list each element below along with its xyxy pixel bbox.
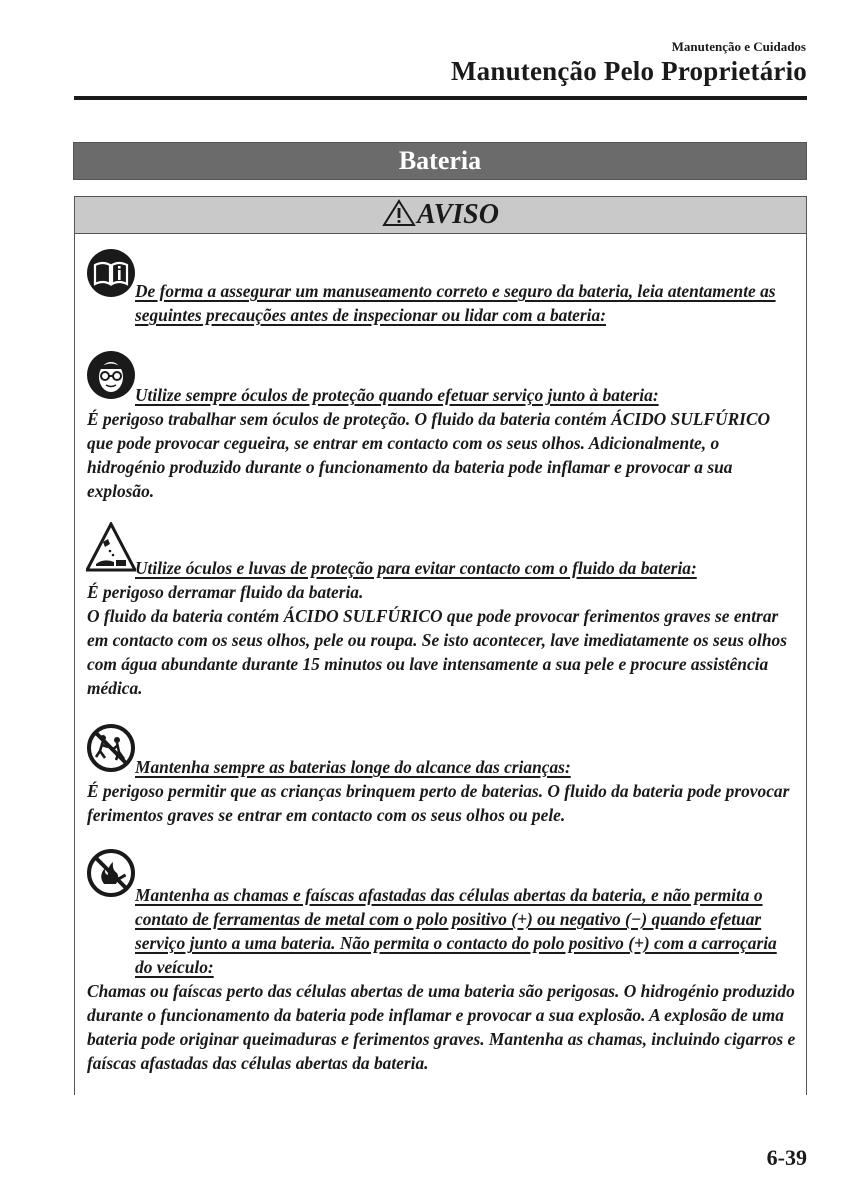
header-divider [74,96,807,100]
section-title-bar [73,142,807,180]
warning-body: É perigoso trabalhar sem óculos de proteção. O fluido da bateria contém ÁCIDO SULFÚRICO que pode provocar cegueira, se entrar em contacto com os seus olhos. Adicionalmente, o hidrogénio produzido durante o funcionamento da bateria pode inflamar e provocar a sua explosão. [87,409,771,501]
warning-triangle-icon [382,199,416,227]
header-section-label: Manutenção e Cuidados [671,39,806,54]
warning-heading: Mantenha sempre as baterias longe do alcance das crianças: [135,757,571,777]
warning-item [87,556,797,700]
warning-title-bar [74,196,807,234]
warning-item [87,383,797,503]
warning-item [87,755,797,827]
warning-title: AVISO [417,199,499,230]
warning-heading: Utilize óculos e luvas de proteção para evitar contacto com o fluido da bateria: [135,558,697,578]
warning-heading: Utilize sempre óculos de proteção quando efetuar serviço junto à bateria: [135,385,659,405]
warning-item [87,279,797,327]
warning-body: É perigoso derramar fluido da bateria. O fluido da bateria contém ÁCIDO SULFÚRICO que pode provocar ferimentos graves se entrar em contacto com os seus olhos, pele ou roupa. Se isto acontecer, lave imediatamente os seus olhos com água abundante durante 15 minutos ou lave intensamente a sua pele e procure assistência médica. [87,582,787,698]
warning-body: É perigoso permitir que as crianças brinquem perto de baterias. O fluido da bateria pode provocar ferimentos graves se entrar em contacto com os seus olhos ou pele. [87,781,790,825]
warning-heading: De forma a assegurar um manuseamento correto e seguro da bateria, leia atentamente as seguintes precauções antes de inspecionar ou lidar com a bateria: [135,281,776,325]
warning-box-left-border [74,233,75,1095]
warning-body: Chamas ou faíscas perto das células abertas de uma bateria são perigosas. O hidrogénio produzido durante o funcionamento da bateria pode inflamar e provocar a sua explosão. A explosão de uma bateria pode originar queimaduras e ferimentos graves. Mantenha as chamas, incluindo cigarros e faíscas afastadas das células abertas da bateria. [87,981,796,1073]
section-title: Bateria [398,146,482,175]
warning-item [87,883,797,1075]
warning-heading: Mantenha as chamas e faíscas afastadas das células abertas da bateria, e não permita o contato de ferramentas de metal com o polo positivo (+) ou negativo (−) quando efetuar serviço junto a uma bateria. Não permita o contacto do polo positivo (+) com a carroçaria do veículo: [135,885,777,977]
warning-box-right-border [806,233,807,1095]
page-number: 6-39 [766,1145,807,1170]
page-title: Manutenção Pelo Proprietário [450,56,807,86]
